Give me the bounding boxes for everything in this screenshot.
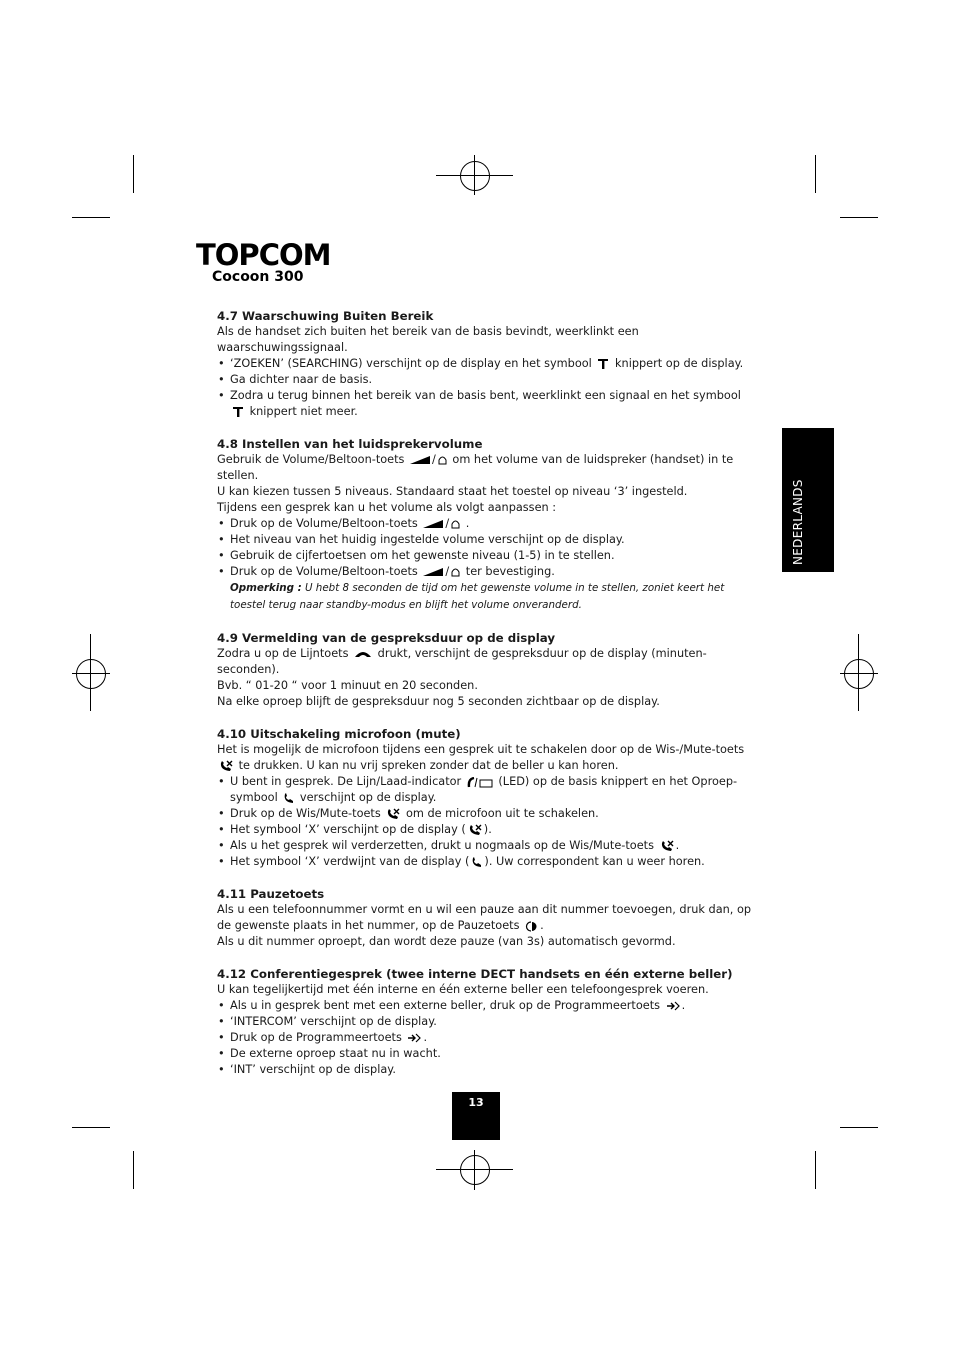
section-heading: 4.12 Conferentiegesprek (twee interne DECT handsets en één externe beller) xyxy=(217,967,733,981)
antenna-icon xyxy=(232,406,244,418)
section-4-8 xyxy=(217,436,757,614)
paragraph: Als u dit nummer oproept, dan wordt deze pauze (van 3s) automatisch gevormd. xyxy=(217,935,676,948)
section-4-11 xyxy=(217,886,757,950)
list-item: • Druk op de Volume/Beltoon-toets / ter bevestiging. xyxy=(217,564,757,580)
bell-icon xyxy=(438,455,447,466)
text: knippert niet meer. xyxy=(249,405,358,418)
crop-mark xyxy=(133,155,134,193)
list-item: • Druk op de Volume/Beltoon-toets / . xyxy=(217,516,757,532)
paragraph xyxy=(217,902,757,934)
text: Zodra u terug binnen het bereik van de basis bent, weerklinkt een signaal en het symbool xyxy=(230,389,741,402)
bullet-list xyxy=(217,516,757,580)
text: om het volume van de luidspreker (handset) in te stellen. xyxy=(217,453,734,482)
section-heading: 4.9 Vermelding van de gespreksduur op de display xyxy=(217,631,556,645)
mute-handset-icon xyxy=(468,824,482,836)
text: om de microfoon uit te schakelen. xyxy=(405,807,599,820)
note-label: Opmerking : xyxy=(230,582,302,594)
crop-mark xyxy=(72,1127,110,1128)
volume-ramp-icon xyxy=(423,568,443,576)
section-heading: 4.11 Pauzetoets xyxy=(217,887,325,901)
paragraph: U kan tegelijkertijd met één interne en één externe beller een telefoongesprek voeren. xyxy=(217,983,709,996)
list-item xyxy=(217,774,757,806)
list-item xyxy=(217,806,757,822)
brand-logo: TOPCOM xyxy=(196,238,331,272)
crop-mark xyxy=(840,217,878,218)
text: Druk op de Volume/Beltoon-toets xyxy=(230,517,418,530)
text: te drukken. U kan nu vrij spreken zonder dat de beller u kan horen. xyxy=(238,759,619,772)
text: drukt, verschijnt de gespreksduur op de display (minuten-seconden). xyxy=(217,647,707,676)
list-item xyxy=(217,1030,757,1046)
text: . xyxy=(423,1031,428,1044)
note-text: U hebt 8 seconden de tijd om het gewenste volume in te stellen, zoniet keert het toestel terug naar standby-modus en blijft het volume onveranderd. xyxy=(230,582,725,611)
text: . xyxy=(681,999,686,1012)
list-item xyxy=(217,998,757,1014)
text: ). xyxy=(483,823,492,836)
crop-mark xyxy=(840,1127,878,1128)
text: . xyxy=(465,517,470,530)
list-item: • De externe oproep staat nu in wacht. xyxy=(217,1046,757,1062)
text: Als u het gesprek wil verderzetten, drukt u nogmaals op de Wis/Mute-toets xyxy=(230,839,654,852)
text: Als u een telefoonnummer vormt en u wil een pauze aan dit nummer toevoegen, druk dan, op de gewenste plaats in het nummer, op de Pauzetoets xyxy=(217,903,752,932)
call-symbol-icon xyxy=(471,857,482,868)
bullet-list xyxy=(217,998,757,1078)
list-item xyxy=(217,356,757,372)
paragraph xyxy=(217,646,757,678)
crop-mark xyxy=(815,1151,816,1189)
section-4-10 xyxy=(217,726,757,870)
text: U bent in gesprek. De Lijn/Laad-indicator xyxy=(230,775,462,788)
paragraph: Als de handset zich buiten het bereik van de basis bevindt, weerklinkt een waarschuwingssignaal. xyxy=(217,325,639,354)
text: knippert op de display. xyxy=(615,357,744,370)
text: Het symbool ‘X’ verschijnt op de display ( xyxy=(230,823,466,836)
list-item xyxy=(217,388,757,420)
list-item: • Gebruik de cijfertoetsen om het gewenste niveau (1-5) in te stellen. xyxy=(217,548,757,564)
volume-ramp-icon xyxy=(423,520,443,528)
list-item: • ‘INTERCOM’ verschijnt op de display. xyxy=(217,1014,757,1030)
list-item xyxy=(217,822,757,838)
crop-mark xyxy=(72,217,110,218)
paragraph: Na elke oproep blijft de gespreksduur nog 5 seconden zichtbaar op de display. xyxy=(217,695,660,708)
note xyxy=(217,580,757,614)
paragraph: Gebruik de Volume/Beltoon-toets / om het volume van de luidspreker (handset) in te stellen. xyxy=(217,453,734,482)
text: Druk op de Volume/Beltoon-toets xyxy=(230,565,418,578)
program-key-icon xyxy=(407,1032,421,1044)
text: ‘ZOEKEN’ (SEARCHING) verschijnt op de display en het symbool xyxy=(230,357,592,370)
list-item: • Ga dichter naar de basis. xyxy=(217,372,757,388)
antenna-icon xyxy=(597,358,609,370)
text: verschijnt op de display. xyxy=(299,791,437,804)
text: Zodra u op de Lijntoets xyxy=(217,647,349,660)
section-4-9 xyxy=(217,630,757,710)
section-4-7 xyxy=(217,308,757,420)
text: ter bevestiging. xyxy=(465,565,555,578)
pause-key-icon xyxy=(525,921,538,932)
handset-line-icon xyxy=(354,650,372,658)
program-key-icon xyxy=(666,1000,680,1012)
list-item: • Het niveau van het huidig ingestelde volume verschijnt op de display. xyxy=(217,532,757,548)
text: Het is mogelijk de microfoon tijdens een gesprek uit te schakelen door op de Wis-/Mute-toets xyxy=(217,743,745,756)
text: ). Uw correspondent kan u weer horen. xyxy=(484,855,705,868)
language-tab xyxy=(782,428,834,572)
bell-icon xyxy=(451,567,460,578)
crop-mark xyxy=(815,155,816,193)
list-item xyxy=(217,854,757,870)
paragraph xyxy=(217,742,757,774)
section-heading: 4.7 Waarschuwing Buiten Bereik xyxy=(217,309,434,323)
mute-handset-icon xyxy=(219,760,233,772)
text: Als u in gesprek bent met een externe beller, druk op de Programmeertoets xyxy=(230,999,661,1012)
main-content xyxy=(217,308,757,1094)
section-heading: 4.8 Instellen van het luidsprekervolume xyxy=(217,437,483,451)
paragraph: Tijdens een gesprek kan u het volume als volgt aanpassen : xyxy=(217,501,557,514)
call-symbol-icon xyxy=(283,793,294,804)
text: Druk op de Programmeertoets xyxy=(230,1031,402,1044)
section-4-12 xyxy=(217,966,757,1078)
line-charge-led-icon xyxy=(467,777,493,788)
list-item: • ‘INT’ verschijnt op de display. xyxy=(217,1062,757,1078)
bullet-list xyxy=(217,774,757,870)
text: Het symbool ‘X’ verdwijnt van de display ( xyxy=(230,855,470,868)
product-name: Cocoon 300 xyxy=(212,269,304,285)
bullet-list xyxy=(217,356,757,420)
volume-ramp-icon xyxy=(410,456,430,464)
text: (LED) op de basis knippert en het Oproep-symbool xyxy=(230,775,738,804)
section-heading: 4.10 Uitschakeling microfoon (mute) xyxy=(217,727,461,741)
list-item xyxy=(217,838,757,854)
paragraph: Bvb. “ 01-20 “ voor 1 minuut en 20 seconden. xyxy=(217,679,478,692)
paragraph: U kan kiezen tussen 5 niveaus. Standaard staat het toestel op niveau ‘3’ ingesteld. xyxy=(217,485,688,498)
text: . xyxy=(675,839,680,852)
crop-mark xyxy=(133,1151,134,1189)
bell-icon xyxy=(451,519,460,530)
mute-handset-icon xyxy=(660,840,674,852)
text: Druk op de Wis/Mute-toets xyxy=(230,807,381,820)
page-number: 13 xyxy=(468,1096,484,1109)
mute-handset-icon xyxy=(386,808,400,820)
text: Gebruik de Volume/Beltoon-toets xyxy=(217,453,405,466)
text: . xyxy=(540,919,544,932)
